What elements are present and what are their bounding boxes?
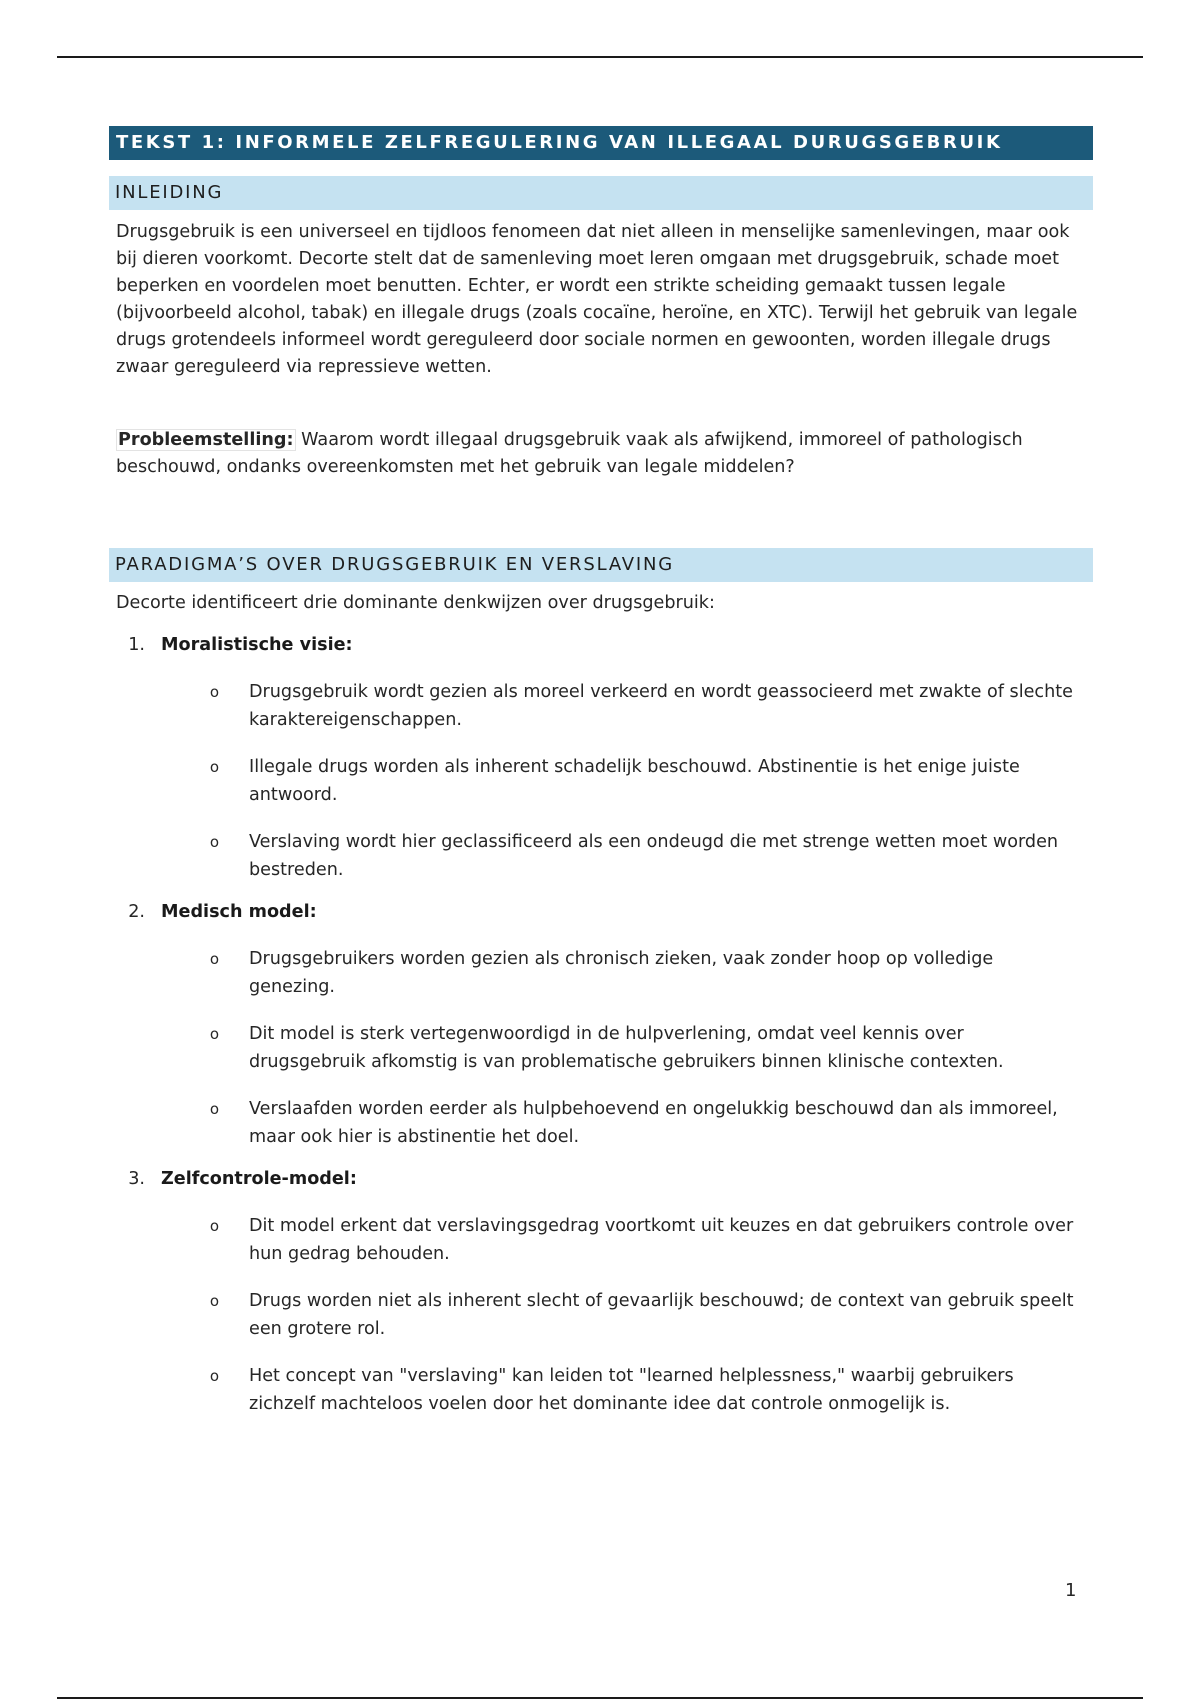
paradigm-list <box>109 632 1093 1418</box>
paradigm-item <box>109 632 1093 884</box>
point-text: Dit model is sterk vertegenwoordigd in de hulpverlening, omdat veel kennis over drugsgebruik afkomstig is van problematische gebruikers binnen klinische contexten. <box>249 1024 1004 1072</box>
bullet-icon: o <box>209 1100 219 1118</box>
bullet-icon: o <box>209 1367 219 1385</box>
point-text: Verslaving wordt hier geclassificeerd als een ondeugd die met strenge wetten moet worden bestreden. <box>249 832 1059 880</box>
paradigm-title: Zelfcontrole-model: <box>161 1169 357 1189</box>
point-list <box>109 678 1093 884</box>
list-item <box>109 1362 1093 1418</box>
paradigm-lead: Decorte identificeert drie dominante denkwijzen over drugsgebruik: <box>116 593 715 613</box>
list-item <box>109 1095 1093 1151</box>
point-list <box>109 945 1093 1151</box>
point-text: Drugsgebruikers worden gezien als chronisch zieken, vaak zonder hoop op volledige genezing. <box>249 949 994 997</box>
paradigm-item <box>109 1166 1093 1418</box>
problem-statement <box>109 427 1093 481</box>
point-text: Dit model erkent dat verslavingsgedrag voortkomt uit keuzes en dat gebruikers controle over hun gedrag behouden. <box>249 1216 1074 1264</box>
point-text: Drugs worden niet als inherent slecht of gevaarlijk beschouwd; de context van gebruik speelt een grotere rol. <box>249 1291 1074 1339</box>
paradigm-title: Moralistische visie: <box>161 635 353 655</box>
paradigm-number: 3. <box>128 1169 145 1189</box>
list-item <box>109 828 1093 884</box>
point-list <box>109 1212 1093 1418</box>
list-item <box>109 753 1093 809</box>
point-text: Verslaafden worden eerder als hulpbehoevend en ongelukkig beschouwd dan als immoreel, maar ook hier is abstinentie het doel. <box>249 1099 1058 1147</box>
problem-label: Probleemstelling: <box>118 430 294 450</box>
list-item <box>109 1020 1093 1076</box>
paradigm-item <box>109 899 1093 1151</box>
paradigm-number: 2. <box>128 902 145 922</box>
point-text: Illegale drugs worden als inherent schadelijk beschouwd. Abstinentie is het enige juiste antwoord. <box>249 757 1020 805</box>
paradigm-title: Medisch model: <box>161 902 317 922</box>
bullet-icon: o <box>209 833 219 851</box>
bullet-icon: o <box>209 1025 219 1043</box>
point-text: Drugsgebruik wordt gezien als moreel verkeerd en wordt geassocieerd met zwakte of slechte karaktereigenschappen. <box>249 682 1073 730</box>
problem-text: Waarom wordt illegaal drugsgebruik vaak als afwijkend, immoreel of pathologisch beschouwd, ondanks overeenkomsten met het gebruik van legale middelen? <box>116 430 1023 477</box>
footer-rule <box>57 1697 1143 1699</box>
page-number: 1 <box>1065 1580 1077 1601</box>
list-item <box>109 945 1093 1001</box>
bullet-icon: o <box>209 1217 219 1235</box>
page-content <box>109 126 1093 1418</box>
bullet-icon: o <box>209 1292 219 1310</box>
point-text: Het concept van "verslaving" kan leiden tot "learned helplessness," waarbij gebruikers zichzelf machteloos voelen door het dominante idee dat controle onmogelijk is. <box>249 1366 1014 1414</box>
bullet-icon: o <box>209 758 219 776</box>
paradigm-number: 1. <box>128 635 145 655</box>
section-heading-inleiding: INLEIDING <box>109 176 1093 210</box>
list-item <box>109 1287 1093 1343</box>
bullet-icon: o <box>209 683 219 701</box>
list-item <box>109 1212 1093 1268</box>
list-item <box>109 678 1093 734</box>
document-title: TEKST 1: INFORMELE ZELFREGULERING VAN ILLEGAAL DURUGSGEBRUIK <box>109 126 1093 160</box>
header-rule <box>57 56 1143 58</box>
intro-paragraph: Drugsgebruik is een universeel en tijdloos fenomeen dat niet alleen in menselijke samenlevingen, maar ook bij dieren voorkomt. Decorte stelt dat de samenleving moet leren omgaan met drugsgebruik, schade moet beperken en voordelen moet benutten. Echter, er wordt een strikte scheiding gemaakt tussen legale (bijvoorbeeld alcohol, tabak) en illegale drugs (zoals cocaïne, heroïne, en XTC). Terwijl het gebruik van legale drugs grotendeels informeel wordt gereguleerd door sociale normen en gewoonten, worden illegale drugs zwaar gereguleerd via repressieve wetten. <box>116 222 1078 377</box>
section-heading-paradigmas: PARADIGMA’S OVER DRUGSGEBRUIK EN VERSLAVING <box>109 548 1093 582</box>
bullet-icon: o <box>209 950 219 968</box>
